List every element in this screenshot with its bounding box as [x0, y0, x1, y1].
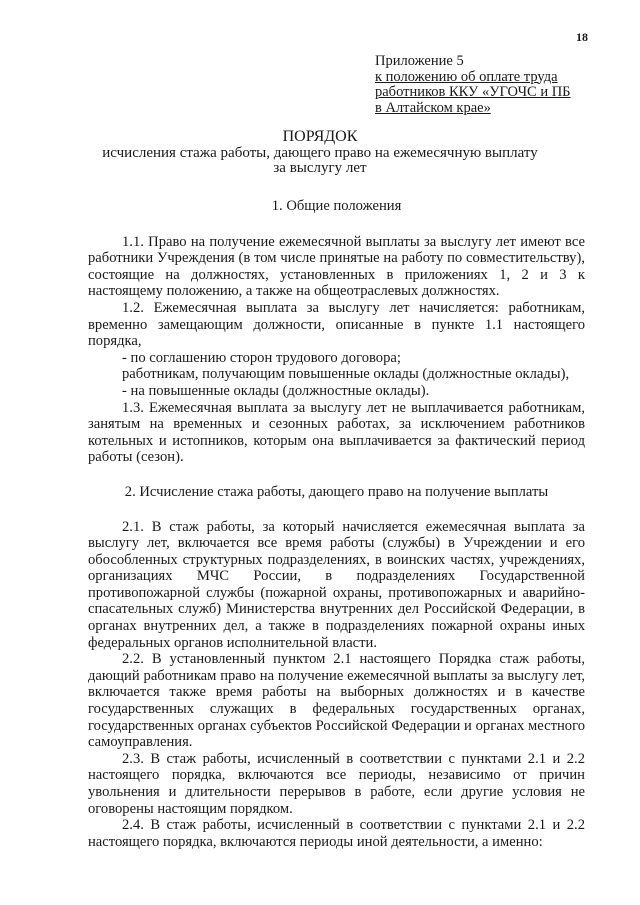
list-item: - на повышенные оклады (должностные оклады).: [122, 382, 430, 399]
paragraph-2-2: 2.2. В установленный пунктом 2.1 настоящего Порядка стаж работы, дающий работникам право на получение ежемесячной выплаты за выслугу лет, включается также время работы на выборных должностях и в качестве государственных служащих в федеральных государственных органах, государственных органах субъектов Российской Федерации и органах местного самоуправления.: [88, 651, 585, 751]
appendix-line: в Алтайском крае»: [375, 99, 491, 116]
document-body: [88, 198, 585, 850]
paragraph-2-3: 2.3. В стаж работы, исчисленный в соответствии с пунктами 2.1 и 2.2 настоящего порядка, включаются все периоды, независимо от причин увольнения и длительности перерывов в работе, если другие условия не оговорены настоящим порядком.: [88, 750, 585, 817]
section-heading: 1. Общие положения: [271, 198, 402, 214]
appendix-line: работников ККУ «УГОЧС и ПБ: [375, 84, 571, 100]
title-line: исчисления стажа работы, дающего право на ежемесячную выплату: [102, 144, 538, 161]
paragraph-1-2: 1.2. Ежемесячная выплата за выслугу лет начисляется: работникам, временно замещающим должности, описанные в пункте 1.1 настоящего порядка,: [88, 299, 585, 350]
paragraph-2-4: 2.4. В стаж работы, исчисленный в соответствии с пунктами 2.1 и 2.2 настоящего порядка, включаются периоды иной деятельности, а именно:: [88, 817, 585, 850]
appendix-line: Приложение 5: [375, 53, 464, 69]
title-heading: ПОРЯДОК: [282, 128, 358, 145]
paragraph-1-1: 1.1. Право на получение ежемесячной выплаты за выслугу лет имеют все работники Учреждения (в том числе принятые на работу по совместительству), состоящие на должностях, установленных в приложениях 1, 2 и 3 к настоящему положению, а также на общеотраслевых должностях.: [88, 233, 585, 300]
list-item: - по соглашению сторон трудового договора;: [122, 349, 401, 366]
appendix-block: [375, 54, 571, 116]
document-title: [0, 129, 640, 177]
paragraph-1-3: 1.3. Ежемесячная выплата за выслугу лет не выплачивается работникам, занятым на временных и сезонных работах, за исключением работников котельных и истопников, которым она выплачивается за фактический период работы (сезон).: [88, 399, 585, 466]
page-number: 18: [576, 30, 588, 44]
appendix-line: к положению об оплате труда: [375, 68, 558, 85]
title-line: за выслугу лет: [273, 160, 367, 176]
list-item: работникам, получающим повышенные оклады (должностные оклады),: [122, 366, 570, 383]
section-heading: 2. Исчисление стажа работы, дающего право на получение выплаты: [124, 483, 549, 500]
paragraph-2-1: 2.1. В стаж работы, за который начисляется ежемесячная выплата за выслугу лет, включается все время работы (службы) в Учреждении и его обособленных структурных подразделениях, в воинских частях, учреждениях, организациях МЧС России, в подразделениях Государственной противопожарной службы (пожарной охраны, противопожарных и аварийно-спасательных служб) Министерства внутренних дел Российской Федерации, в органах внутренних дел, а также в подразделениях пожарной охраны иных федеральных органов исполнительной власти.: [88, 518, 585, 651]
